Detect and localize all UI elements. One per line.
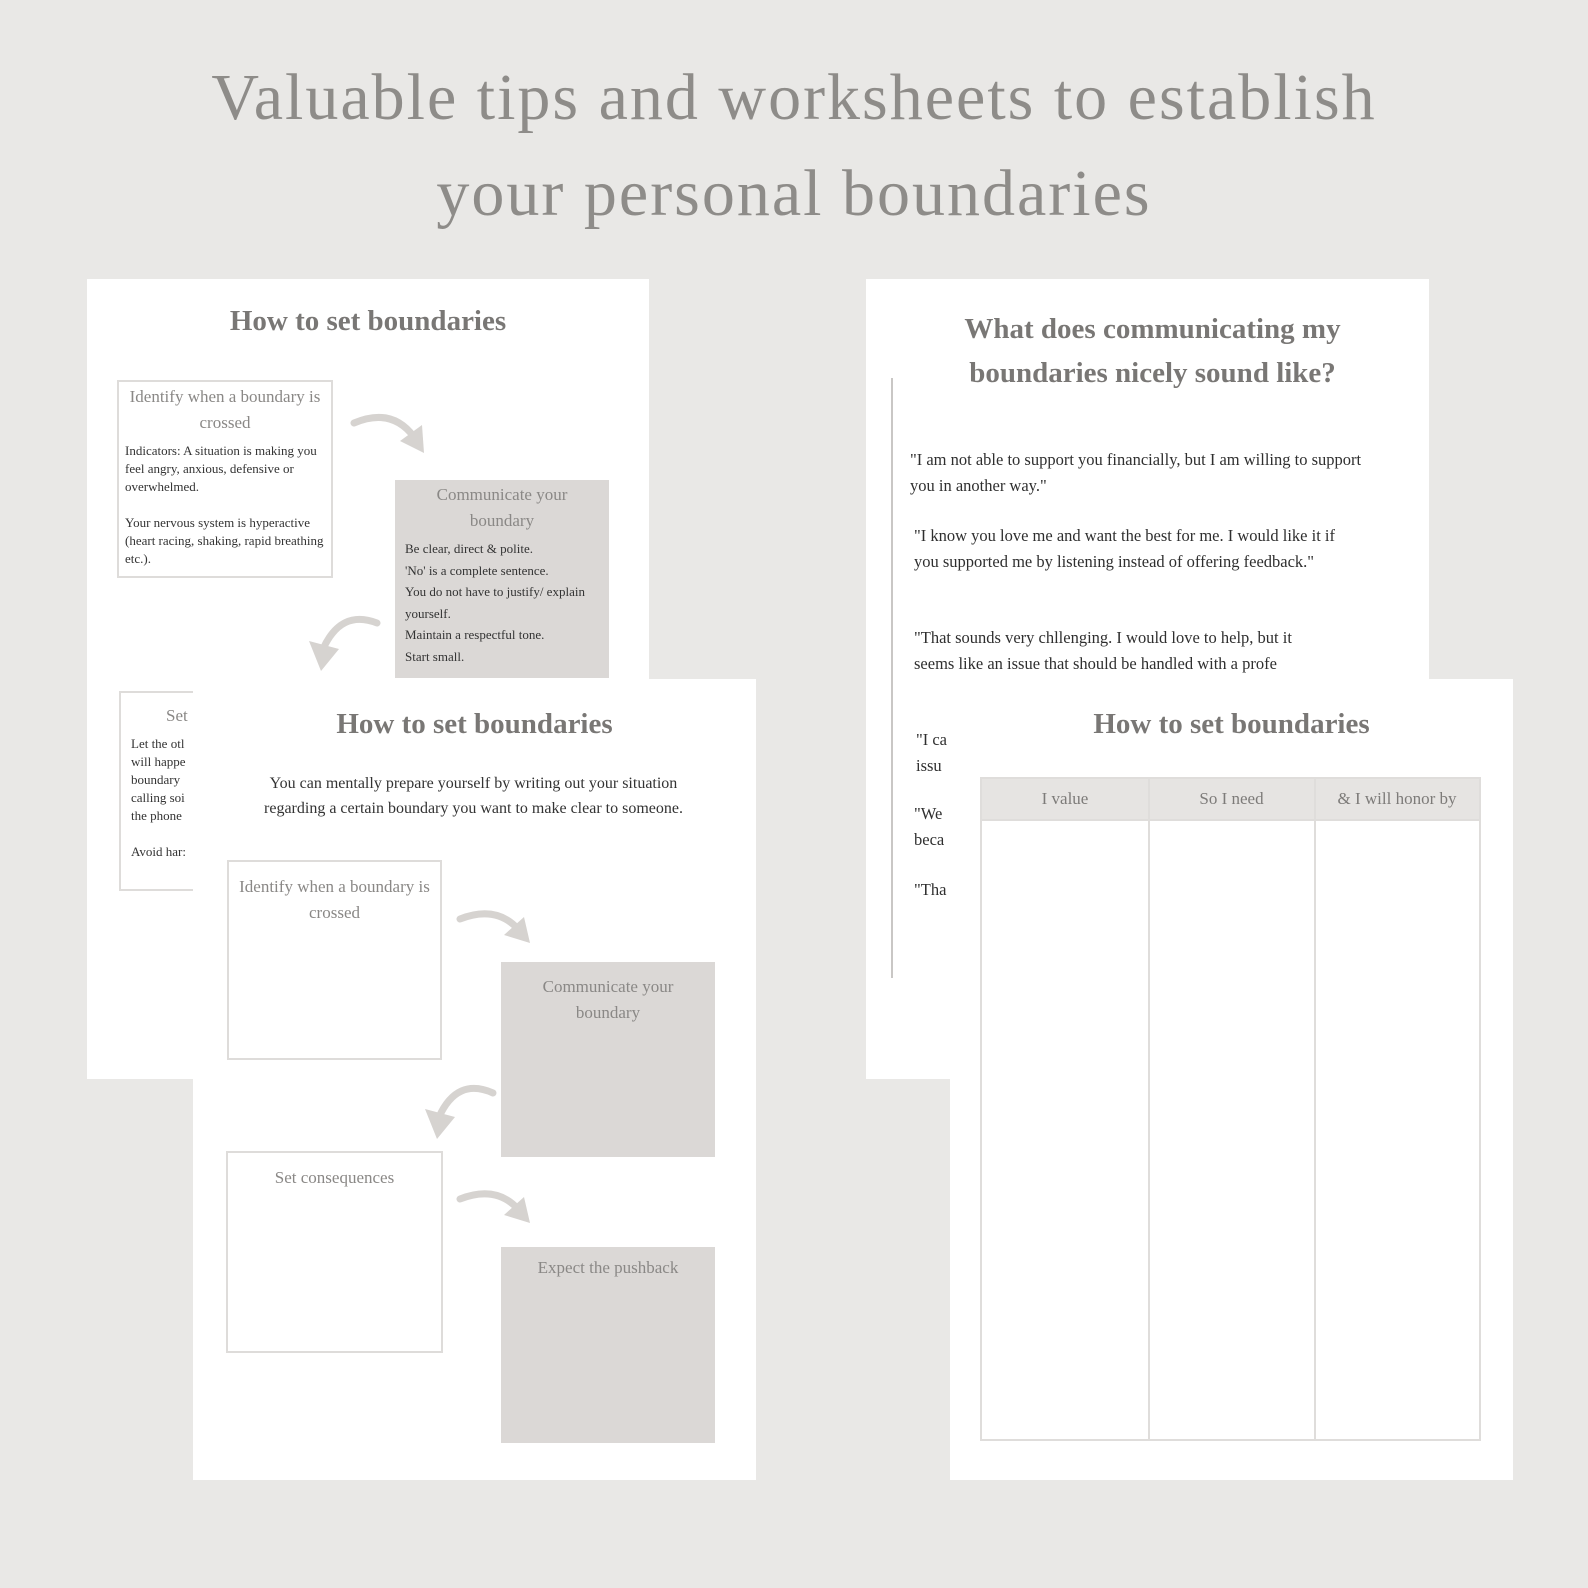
headline-line-2: your personal boundaries (436, 157, 1152, 230)
step-communicate-title: Communicate your boundary (436, 485, 568, 530)
worksheet-communicate-title: Communicate your boundary (542, 977, 674, 1022)
column-header-i-value: I value (982, 779, 1148, 819)
page-title: How to set boundaries (336, 708, 613, 740)
column-divider (1314, 779, 1316, 1439)
worksheet-consequences-title: Set consequences (274, 1168, 395, 1187)
step-identify-title: Identify when a boundary is crossed (129, 387, 321, 432)
page-worksheet (193, 679, 756, 1480)
column-header-honor-by: & I will honor by (1315, 779, 1479, 819)
page-title: How to set boundaries (229, 305, 507, 337)
header-divider (982, 819, 1479, 821)
values-table (980, 777, 1481, 1441)
column-divider (1148, 779, 1150, 1439)
step-communicate-box (395, 480, 609, 678)
column-header-so-i-need: So I need (1148, 779, 1315, 819)
worksheet-consequences-box[interactable] (226, 1151, 443, 1353)
worksheet-pushback-box[interactable] (501, 1247, 715, 1443)
arrow-left-down-icon (417, 1083, 497, 1143)
quote-2: "I know you love me and want the best for me. I would like it if you supported me by listening instead of offering feedback." (914, 526, 1335, 571)
quote-4: "I ca issu (916, 730, 948, 775)
arrow-right-icon (458, 1187, 538, 1237)
worksheet-identify-box[interactable] (227, 860, 442, 1060)
step-communicate-body: Be clear, direct & polite. 'No' is a complete sentence. You do not have to justify/ explain yourself. Maintain a respectful tone. Start small. (405, 541, 585, 664)
step-identify-box (117, 380, 333, 578)
headline (0, 50, 1588, 242)
quote-1: "I am not able to support you financially, but I am willing to support you in another way." (910, 450, 1362, 495)
page-intro: You can mentally prepare yourself by writing out your situation regarding a certain boundary you want to make clear to someone. (264, 775, 683, 817)
quote-5: "We beca (914, 804, 945, 849)
quote-3: "That sounds very chllenging. I would love to help, but it seems like an issue that should be handled with a profe (914, 628, 1292, 673)
worksheet-communicate-box[interactable] (501, 962, 715, 1157)
page-title: How to set boundaries (1093, 708, 1370, 740)
arrow-right-icon (458, 907, 538, 957)
page-title: What does communicating my boundaries nicely sound like? (964, 313, 1341, 389)
step-identify-body: Indicators: A situation is making you feel angry, anxious, defensive or overwhelmed. Your nervous system is hyperactive (heart racing, shaking, rapid breathing etc.). (125, 443, 324, 566)
arrow-left-down-icon (301, 615, 381, 675)
worksheet-pushback-title: Expect the pushback (537, 1258, 679, 1277)
arrow-right-icon (352, 411, 432, 461)
quote-6: "Tha (914, 880, 947, 899)
worksheet-identify-title: Identify when a boundary is crossed (239, 877, 430, 922)
headline-line-1: Valuable tips and worksheets to establish (211, 61, 1377, 134)
divider-line (891, 378, 893, 978)
step-consequences-body: Let the otl will happe boundary calling soi the phone Avoid har: (131, 736, 186, 859)
step-consequences-title: Set (166, 706, 188, 725)
page-table (950, 679, 1513, 1480)
